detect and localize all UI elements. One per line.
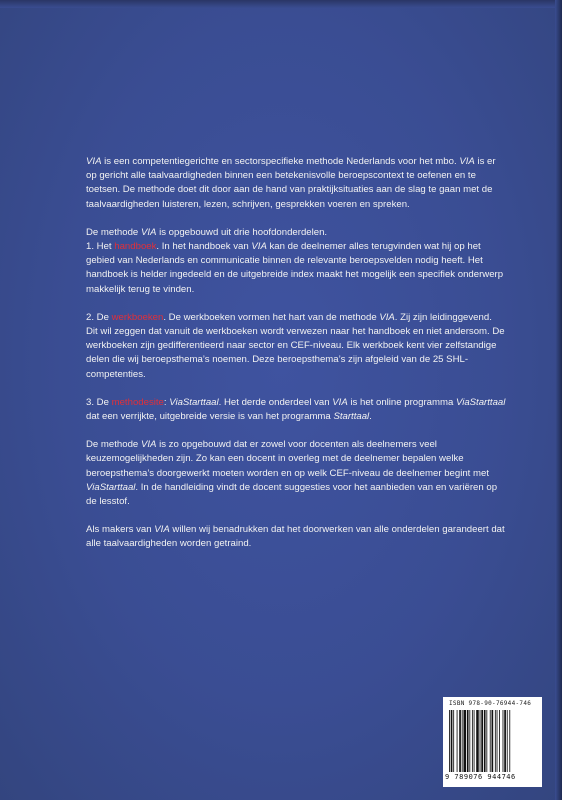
highlight-methodesite: methodesite	[111, 396, 164, 408]
isbn-text: ISBN 978-90-76944-746	[449, 700, 532, 707]
cover-text	[86, 155, 506, 566]
parts-intro: De methode VIA is opgebouwd uit drie hoofdonderdelen.	[86, 226, 328, 238]
list-item-methodesite: 3. De methodesite: ViaStarttaal. Het derde onderdeel van VIA is het online programma ViaStarttaal dat een verrijkte, uitgebreide versie is van het programma Starttaal.	[86, 396, 506, 423]
closing-paragraph: Als makers van VIA willen wij benadrukken dat het doorwerken van alle onderdelen garandeert dat alle taalvaardigheden worden getraind.	[86, 524, 505, 550]
list-item-werkboeken: 2. De werkboeken. De werkboeken vormen het hart van de methode VIA. Zij zijn leidinggevend. Dit wil zeggen dat vanuit de werkboeken wordt verwezen naar het handboek en niet andersom. De werkboeken zijn gedifferentieerd naar sector en CEF-niveau. Elk werkboek kent vier zelfstandige delen die wij beroepsthema’s noemen. Deze beroepsthema’s zijn afgeleid van de 25 SHL-competenties.	[86, 311, 505, 380]
spine-edge	[555, 0, 562, 800]
top-edge	[0, 0, 562, 8]
intro-paragraph: VIA is een competentiegerichte en sectorspecifieke methode Nederlands voor het mbo. VIA is er op gericht alle taalvaardigheden binnen een betekenisvolle beroepscontext te oefenen en te toetsen. De methode doet dit door aan de hand van praktijksituaties aan de slag te gaan met de taalvaardigheden luisteren, lezen, schrijven, gesprekken voeren en spreken.	[86, 156, 496, 210]
barcode-digits: 9 789076 944746	[445, 773, 516, 781]
barcode-icon	[449, 710, 536, 772]
structure-paragraph: De methode VIA is zo opgebouwd dat er zowel voor docenten als deelnemers veel keuzemogelijkheden zijn. Zo kan een docent in overleg met de deelnemer bepalen welke beroepsthema’s doorgewerkt moeten worden en op welk CEF-niveau de deelnemer begint met ViaStarttaal. In de handleiding vindt de docent suggesties voor het aanbieden van en variëren op de lesstof.	[86, 439, 498, 508]
list-item-handboek: 1. Het handboek. In het handboek van VIA kan de deelnemer alles terugvinden wat hij op het gebied van Nederlands en communicatie binnen de relevante beroepsvelden nodig heeft. Het handboek is helder ingedeeld en de uitgebreide index maakt het mogelijk een specifiek onderwerp makkelijk terug te vinden.	[86, 241, 504, 295]
barcode-label	[443, 697, 542, 787]
highlight-werkboeken: werkboeken	[111, 311, 164, 323]
highlight-handboek: handboek	[114, 241, 157, 253]
